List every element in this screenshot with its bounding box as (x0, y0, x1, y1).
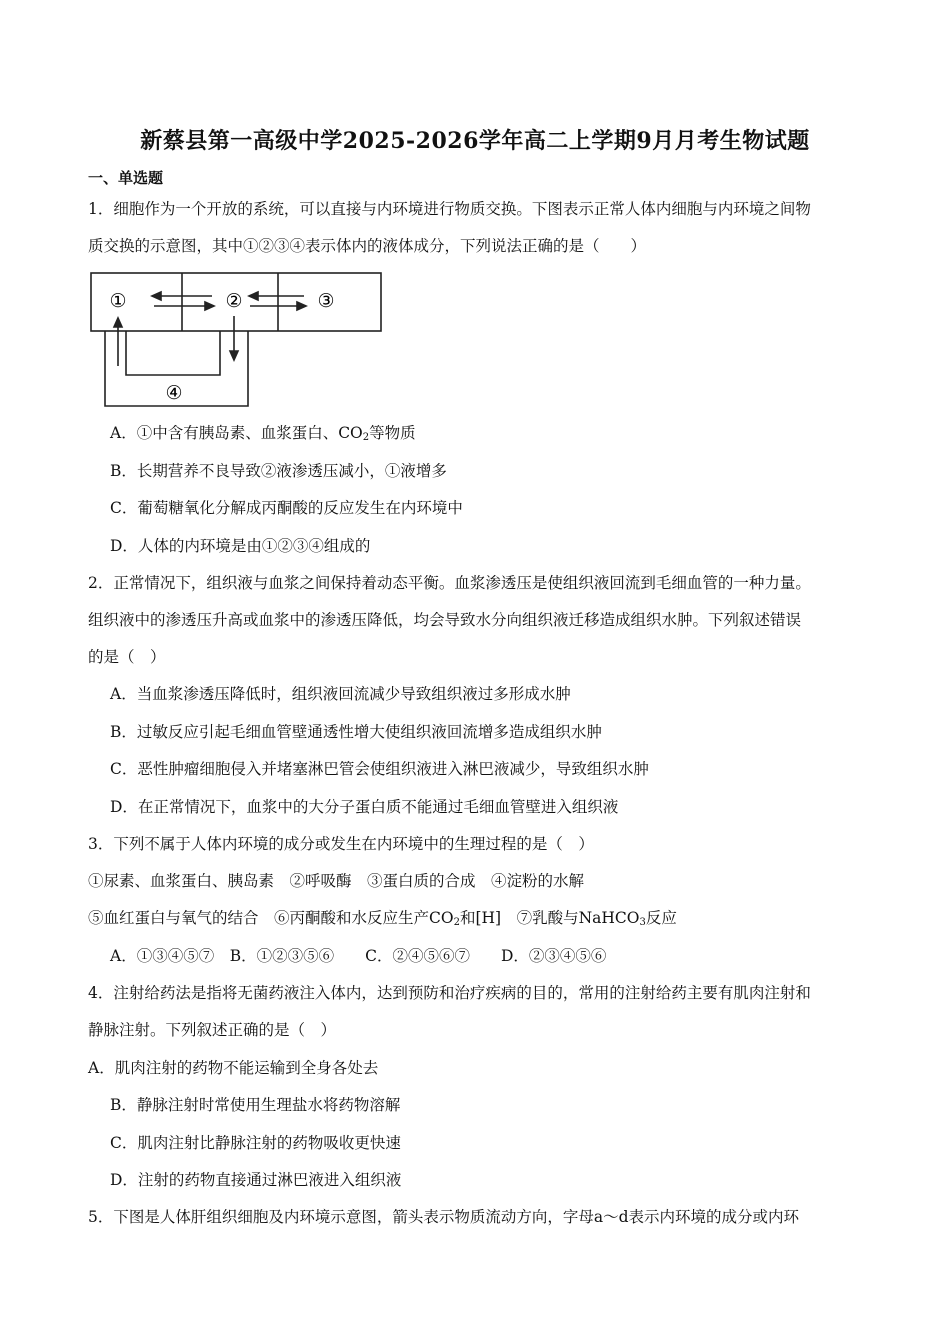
q4-option-b: B．静脉注射时常使用生理盐水将药物溶解 (110, 1096, 401, 1114)
diagram-label-2: ② (225, 290, 243, 312)
q1-fluid-exchange-diagram (88, 270, 388, 410)
q4-stem-line-2: 静脉注射。下列叙述正确的是（ ） (88, 1021, 337, 1039)
q1-option-a: A．①中含有胰岛素、血浆蛋白、$CO_2$等物质 (110, 424, 416, 443)
q4-option-c: C．肌肉注射比静脉注射的药物吸收更快速 (110, 1134, 401, 1152)
section-heading: 一、单选题 (88, 169, 164, 187)
diagram-label-1: ① (109, 290, 127, 312)
q2-stem-line-2: 组织液中的渗透压升高或血浆中的渗透压降低，均会导致水分向组织液迁移造成组织水肿。下列叙述错误 (88, 611, 802, 629)
q4-option-d: D．注射的药物直接通过淋巴液进入组织液 (110, 1171, 402, 1189)
arrow-4-to-1 (114, 318, 122, 366)
q4-option-a: A．肌肉注射的药物不能运输到全身各处去 (88, 1059, 379, 1077)
diagram-lower-loop-inner (126, 331, 220, 375)
q3-items-line-1: ①尿素、血浆蛋白、胰岛素 ②呼吸酶 ③蛋白质的合成 ④淀粉的水解 (88, 872, 585, 890)
q2-option-a: A．当血浆渗透压降低时，组织液回流减少导致组织液过多形成水肿 (110, 685, 571, 703)
q1-stem-line-2: 质交换的示意图，其中①②③④表示体内的液体成分，下列说法正确的是（ ） (88, 237, 647, 255)
q5-stem-line-1: 5．下图是人体肝组织细胞及内环境示意图，箭头表示物质流动方向，字母a～d表示内环境的成分或内环 (88, 1208, 800, 1226)
diagram-label-4: ④ (165, 382, 183, 404)
q1-option-b: B．长期营养不良导致②液渗透压减小，①液增多 (110, 462, 447, 480)
arrow-3-to-2 (249, 292, 304, 300)
arrow-2-to-4 (230, 316, 238, 360)
page-title: 新蔡县第一高级中学2025-2026学年高二上学期9月月考生物试题 (140, 128, 810, 154)
q1-option-c: C．葡萄糖氧化分解成丙酮酸的反应发生在内环境中 (110, 499, 463, 517)
arrow-1-to-2 (154, 302, 214, 310)
q3-items-line-2: ⑤血红蛋白与氧气的结合 ⑥丙酮酸和水反应生产$CO_2$和[H] ⑦乳酸与NaHCO$_3$反应 (88, 909, 677, 928)
q2-stem-line-1: 2．正常情况下，组织液与血浆之间保持着动态平衡。血浆渗透压是使组织液回流到毛细血管的一种力量。 (88, 574, 811, 592)
q2-stem-line-3: 的是（ ） (88, 648, 166, 666)
q1-option-d: D．人体的内环境是由①②③④组成的 (110, 537, 371, 555)
q2-option-c: C．恶性肿瘤细胞侵入并堵塞淋巴管会使组织液进入淋巴液减少，导致组织水肿 (110, 760, 649, 778)
q3-options: A．①③④⑤⑦ B．①②③⑤⑥ C．②④⑤⑥⑦ D．②③④⑤⑥ (110, 947, 607, 965)
q2-option-b: B．过敏反应引起毛细血管壁通透性增大使组织液回流增多造成组织水肿 (110, 723, 602, 741)
q2-option-d: D．在正常情况下，血浆中的大分子蛋白质不能通过毛细血管壁进入组织液 (110, 798, 619, 816)
q4-stem-line-1: 4．注射给药法是指将无菌药液注入体内，达到预防和治疗疾病的目的，常用的注射给药主要有肌肉注射和 (88, 984, 811, 1002)
q1-stem-line-1: 1．细胞作为一个开放的系统，可以直接与内环境进行物质交换。下图表示正常人体内细胞与内环境之间物 (88, 200, 811, 218)
q3-stem: 3．下列不属于人体内环境的成分或发生在内环境中的生理过程的是（ ） (88, 835, 594, 853)
diagram-label-3: ③ (317, 290, 335, 312)
